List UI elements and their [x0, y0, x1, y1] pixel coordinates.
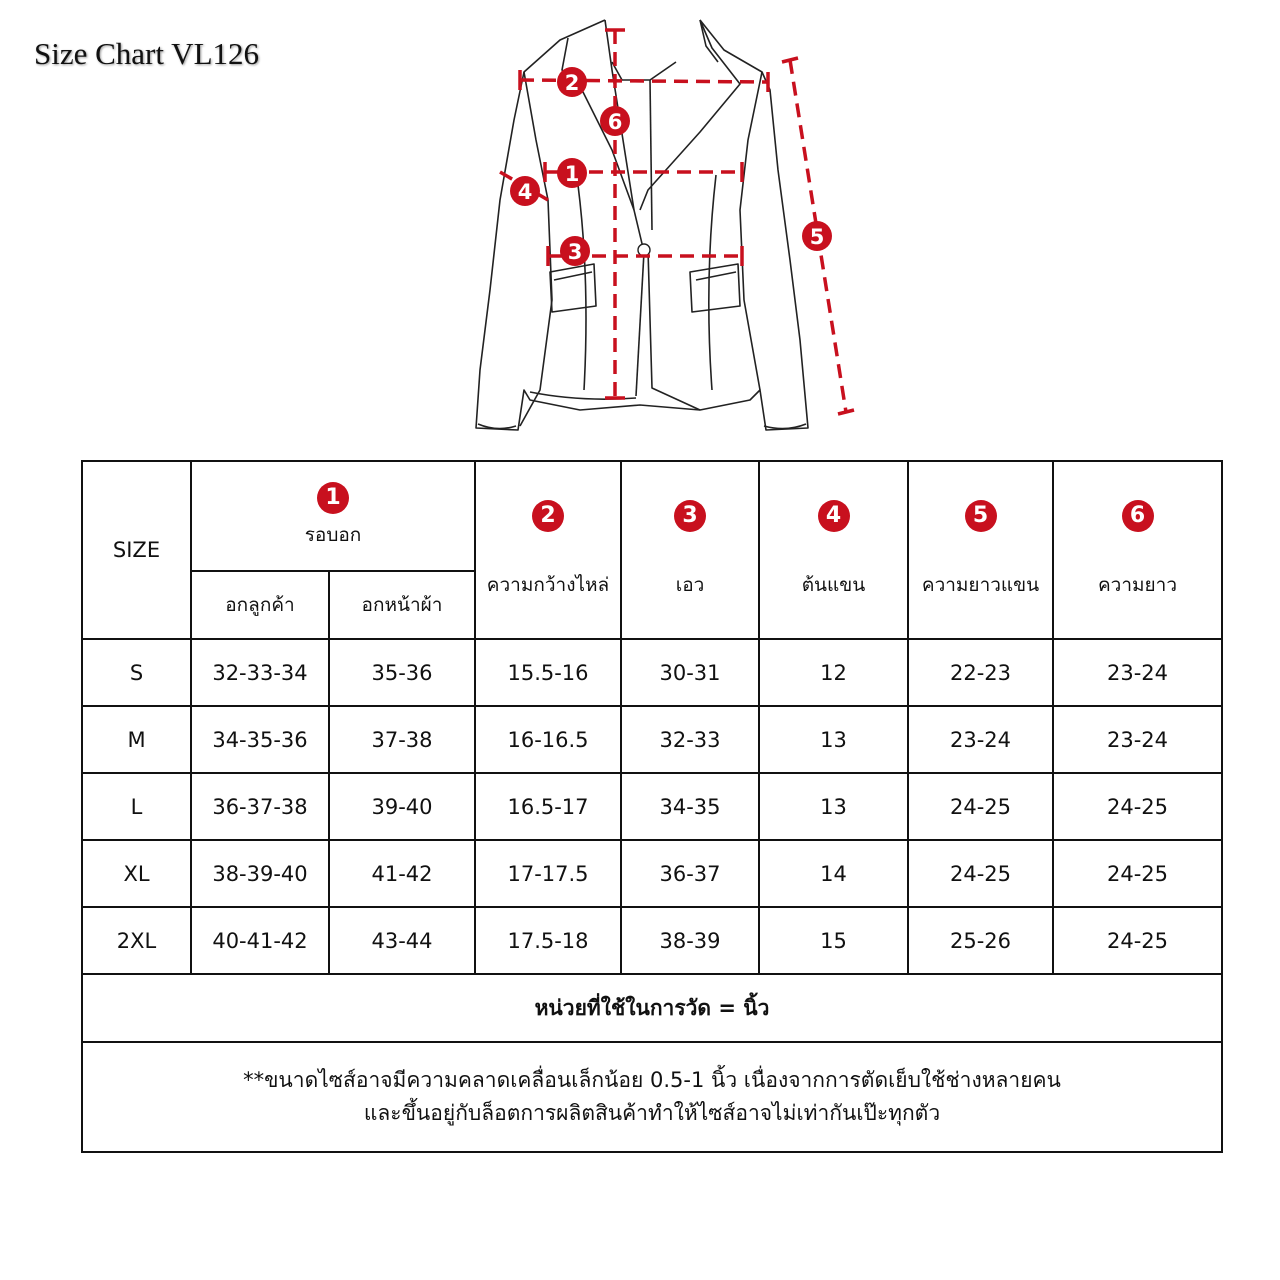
- badge-1: 1: [317, 482, 349, 514]
- waist-label: เอว: [675, 574, 705, 596]
- value-cell: 39-40: [329, 773, 475, 840]
- table-row: [82, 639, 1222, 706]
- value-cell: 38-39-40: [191, 840, 329, 907]
- chest-label: รอบอก: [304, 524, 362, 546]
- value-cell: 32-33: [621, 706, 759, 773]
- length-header: [1053, 461, 1222, 639]
- chest-fabric-header: อกหน้าผ้า: [329, 571, 475, 639]
- value-cell: 35-36: [329, 639, 475, 706]
- measure-lines: [500, 30, 846, 412]
- marker-1: [557, 158, 587, 188]
- value-cell: 30-31: [621, 639, 759, 706]
- svg-text:2: 2: [564, 71, 580, 95]
- value-cell: 13: [759, 773, 908, 840]
- size-cell: 2XL: [82, 907, 191, 974]
- disclaimer-line-1: **ขนาดไซส์อาจมีความคลาดเคลื่อนเล็กน้อย 0.5-1 นิ้ว เนื่องจากการตัดเย็บใช้ช่างหลายคน: [243, 1068, 1061, 1092]
- sleeve-length-header: [908, 461, 1053, 639]
- size-header: SIZE: [82, 461, 191, 639]
- value-cell: 13: [759, 706, 908, 773]
- value-cell: 40-41-42: [191, 907, 329, 974]
- svg-text:6: 6: [607, 110, 623, 134]
- svg-text:4: 4: [517, 180, 533, 204]
- size-cell: L: [82, 773, 191, 840]
- upper-arm-header: [759, 461, 908, 639]
- size-table: [81, 460, 1223, 1153]
- value-cell: 34-35-36: [191, 706, 329, 773]
- svg-text:5: 5: [809, 225, 825, 249]
- svg-text:1: 1: [564, 162, 580, 186]
- value-cell: 24-25: [1053, 773, 1222, 840]
- value-cell: 34-35: [621, 773, 759, 840]
- table-row: [82, 840, 1222, 907]
- badge-4: 4: [818, 500, 850, 532]
- badge-5: 5: [965, 500, 997, 532]
- size-cell: XL: [82, 840, 191, 907]
- shoulder-header: [475, 461, 621, 639]
- size-cell: M: [82, 706, 191, 773]
- disclaimer-line-2: และขึ้นอยู่กับล็อตการผลิตสินค้าทำให้ไซส์อาจไม่เท่ากันเป๊ะทุกตัว: [363, 1101, 941, 1125]
- page-title: Size Chart VL126: [34, 36, 260, 71]
- marker-4: [510, 176, 540, 206]
- value-cell: 15: [759, 907, 908, 974]
- sleeve-length-label: ความยาวแขน: [921, 574, 1040, 596]
- value-cell: 23-24: [1053, 639, 1222, 706]
- shoulder-label: ความกว้างไหล่: [486, 574, 610, 596]
- svg-text:3: 3: [567, 240, 583, 264]
- table-row: [82, 706, 1222, 773]
- size-cell: S: [82, 639, 191, 706]
- chest-header: [191, 461, 475, 571]
- length-label: ความยาว: [1097, 574, 1178, 596]
- value-cell: 38-39: [621, 907, 759, 974]
- marker-5: [802, 221, 832, 251]
- value-cell: 16-16.5: [475, 706, 621, 773]
- marker-2: [557, 67, 587, 97]
- button-icon: [638, 244, 650, 256]
- value-cell: 14: [759, 840, 908, 907]
- marker-6: [600, 106, 630, 136]
- value-cell: 37-38: [329, 706, 475, 773]
- value-cell: 24-25: [908, 840, 1053, 907]
- value-cell: 32-33-34: [191, 639, 329, 706]
- value-cell: 36-37-38: [191, 773, 329, 840]
- value-cell: 24-25: [908, 773, 1053, 840]
- value-cell: 17.5-18: [475, 907, 621, 974]
- value-cell: 24-25: [1053, 907, 1222, 974]
- table-row: [82, 773, 1222, 840]
- value-cell: 25-26: [908, 907, 1053, 974]
- value-cell: 16.5-17: [475, 773, 621, 840]
- unit-note: หน่วยที่ใช้ในการวัด = นิ้ว: [82, 974, 1222, 1042]
- value-cell: 12: [759, 639, 908, 706]
- value-cell: 15.5-16: [475, 639, 621, 706]
- value-cell: 24-25: [1053, 840, 1222, 907]
- value-cell: 43-44: [329, 907, 475, 974]
- value-cell: 22-23: [908, 639, 1053, 706]
- value-cell: 41-42: [329, 840, 475, 907]
- waist-header: [621, 461, 759, 639]
- table-row: [82, 907, 1222, 974]
- value-cell: 23-24: [1053, 706, 1222, 773]
- badge-6: 6: [1122, 500, 1154, 532]
- badge-2: 2: [532, 500, 564, 532]
- upper-arm-label: ต้นแขน: [801, 574, 866, 596]
- disclaimer: [82, 1042, 1222, 1152]
- value-cell: 36-37: [621, 840, 759, 907]
- value-cell: 17-17.5: [475, 840, 621, 907]
- marker-3: [560, 236, 590, 266]
- value-cell: 23-24: [908, 706, 1053, 773]
- chest-customer-header: อกลูกค้า: [191, 571, 329, 639]
- jacket-diagram: [460, 8, 880, 440]
- badge-3: 3: [674, 500, 706, 532]
